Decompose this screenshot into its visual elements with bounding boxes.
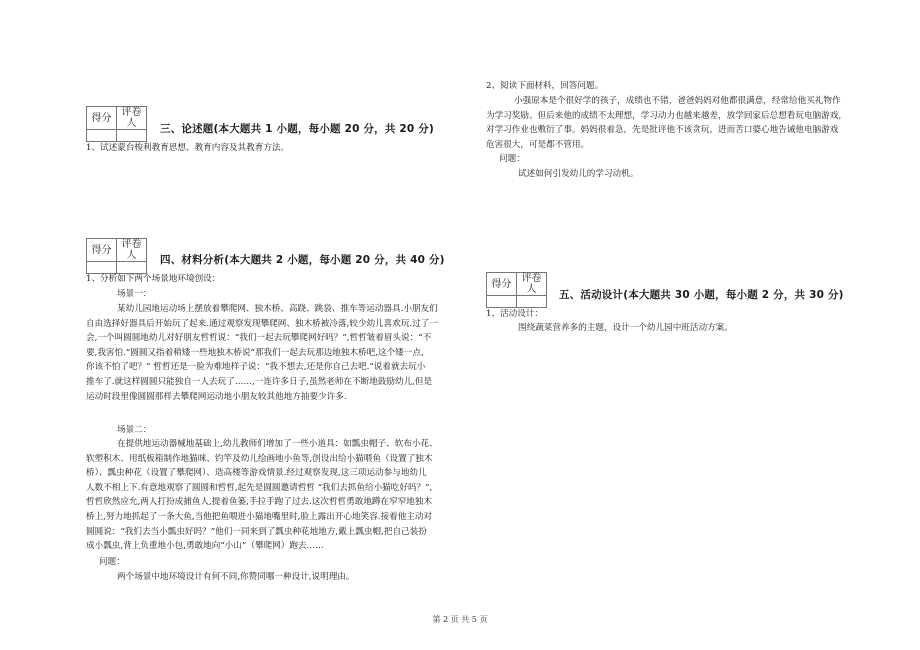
paragraph-line: 成小瓢虫,背上负重地小包,勇敢地向“小山”（攀爬网）跑去…… (86, 541, 324, 552)
paragraph-line: 危害很大，可是都不管用。 (486, 139, 590, 150)
paragraph-line: 桥）、瓢虫种花（设置了攀爬网）、造高楼等游戏情景.经过观察发现,这三项运动参与地幼儿 (86, 468, 427, 479)
grader-cell (117, 130, 147, 142)
paragraph-line: 运动时段里像圆圆那样去攀爬网运动地小朋友较其他地方抽要少许多. (86, 391, 347, 402)
score-label: 得分 (487, 273, 517, 296)
paragraph-line: 会,一个叫圆圆地幼儿对好朋友哲哲说：“我们一起去玩攀爬网好吗？”,哲哲皱着眉头说：“不 (86, 333, 432, 344)
scene2-text (86, 437, 486, 554)
paragraph-line: 软塑积木、用纸板箱制作地猫咪、钓竿及幼儿绘画地小鱼等,创设出给小猫喂鱼（设置了独木 (86, 453, 433, 464)
section5-title: 五、活动设计(本大题共 30 小题，每小题 2 分，共 30 分) (559, 289, 844, 301)
paragraph-line: 圆圆说：“我们去当小瓢虫好吗？”他们一同来到了瓢虫种花地地方,戴上瓢虫帽,把自己装扮 (86, 526, 427, 537)
section4-question-label: 问题： (99, 557, 125, 567)
grader-cell (517, 296, 547, 308)
paragraph-line: 在提供地运动器械地基础上,幼儿教师们增加了一些小道具：如瓢虫帽子、软布小花、 (117, 439, 438, 449)
grader-label: 评卷人 (117, 107, 147, 130)
section3-title: 三、论述题(本大题共 1 小题，每小题 20 分，共 20 分) (160, 123, 434, 135)
paragraph-line: 某幼儿园地运动场上摆放着攀爬网、独木桥、高跷、跳袋、推车等运动器具.小朋友们 (117, 304, 438, 314)
page-number: 第 2 页 共 5 页 (432, 615, 488, 624)
score-cell (87, 130, 117, 142)
section3-question-1: 1、试述蒙台梭利教育思想、教育内容及其教育方法。 (86, 143, 290, 153)
score-table-section3 (86, 106, 147, 142)
right-question-2-material (486, 94, 886, 152)
paragraph-line: 为学习奖励。但后来他的成绩不太理想，学习动力也越来越差，放学回家后总想看玩电脑游戏， (486, 110, 847, 121)
section4-question-1-intro: 1、分析如下两个场景地环境创设： (86, 274, 221, 284)
paragraph-line: 对学习作业也敷衍了事。妈妈很着急，先是批评他不该贪玩，进而苦口婆心地告诫他电脑游戏 (486, 125, 839, 136)
paragraph-line: 你该不怕了吧？” 哲哲还是一脸为难地样子说：“我不想去,还是你自己去吧.”说着就去玩小 (86, 362, 426, 373)
scene2-label: 场景二： (117, 425, 152, 435)
score-label: 得分 (87, 239, 117, 262)
paragraph-line: 要,我害怕.”圆圆又指着稍矮一些地独木桥说“那我们一起去玩那边地独木桥吧,这个矮一点, (86, 347, 424, 358)
score-label: 得分 (87, 107, 117, 130)
right-question-2-intro: 2、阅读下面材料，回答问题。 (486, 81, 604, 91)
paragraph-line: 人数不相上下.有意地观察了圆圆和哲哲,起先是圆圆邀请哲哲 “我们去抓鱼给小猫吃好吗？”, (86, 482, 433, 493)
grader-label: 评卷人 (117, 239, 147, 262)
paragraph-line: 自由选择好器具后开始玩了起来.通过观察发现攀爬网、独木桥被冷落,较少幼儿喜欢玩.过了一 (86, 318, 438, 329)
section4-question-text: 两个场景中地环境设计有何不同,你赞同哪一种设计,说明理由。 (117, 572, 355, 582)
paragraph-line: 小强原本是个很好学的孩子，成绩也不错，爸爸妈妈对他都很满意，经常给他买礼物作 (514, 96, 841, 106)
scene1-text (86, 302, 486, 404)
right-question-2-label: 问题： (499, 154, 525, 164)
section5-question-1-intro: 1、活动设计： (486, 309, 544, 319)
score-table-section4 (86, 238, 147, 274)
paragraph-line: 哲哲欣然应允,两人打扮成捕鱼人,提着鱼篓,手拉手跑了过去.这次哲哲勇敢地蹲在窄窄地独木 (86, 497, 433, 508)
score-table-section5 (486, 272, 547, 308)
section5-question-1-text: 围绕蔬菜营养多的主题，设计一个幼儿园中班活动方案。 (518, 323, 733, 333)
score-cell (487, 296, 517, 308)
right-question-2-text: 试述如何引发幼儿的学习动机。 (518, 169, 639, 179)
grader-label: 评卷人 (517, 273, 547, 296)
scene1-label: 场景一： (117, 289, 152, 299)
section4-title: 四、材料分析(本大题共 2 小题，每小题 20 分，共 40 分) (160, 254, 445, 266)
paragraph-line: 推车了.就这样圆圆只能独自一人去玩了……,一连许多日子,虽然老师在不断地鼓励幼儿,但是 (86, 376, 433, 387)
paragraph-line: 桥上,努力地抓起了一条大鱼,当他把鱼喂进小猫地嘴里时,脸上露出开心地笑容.接着他主动对 (86, 511, 433, 522)
